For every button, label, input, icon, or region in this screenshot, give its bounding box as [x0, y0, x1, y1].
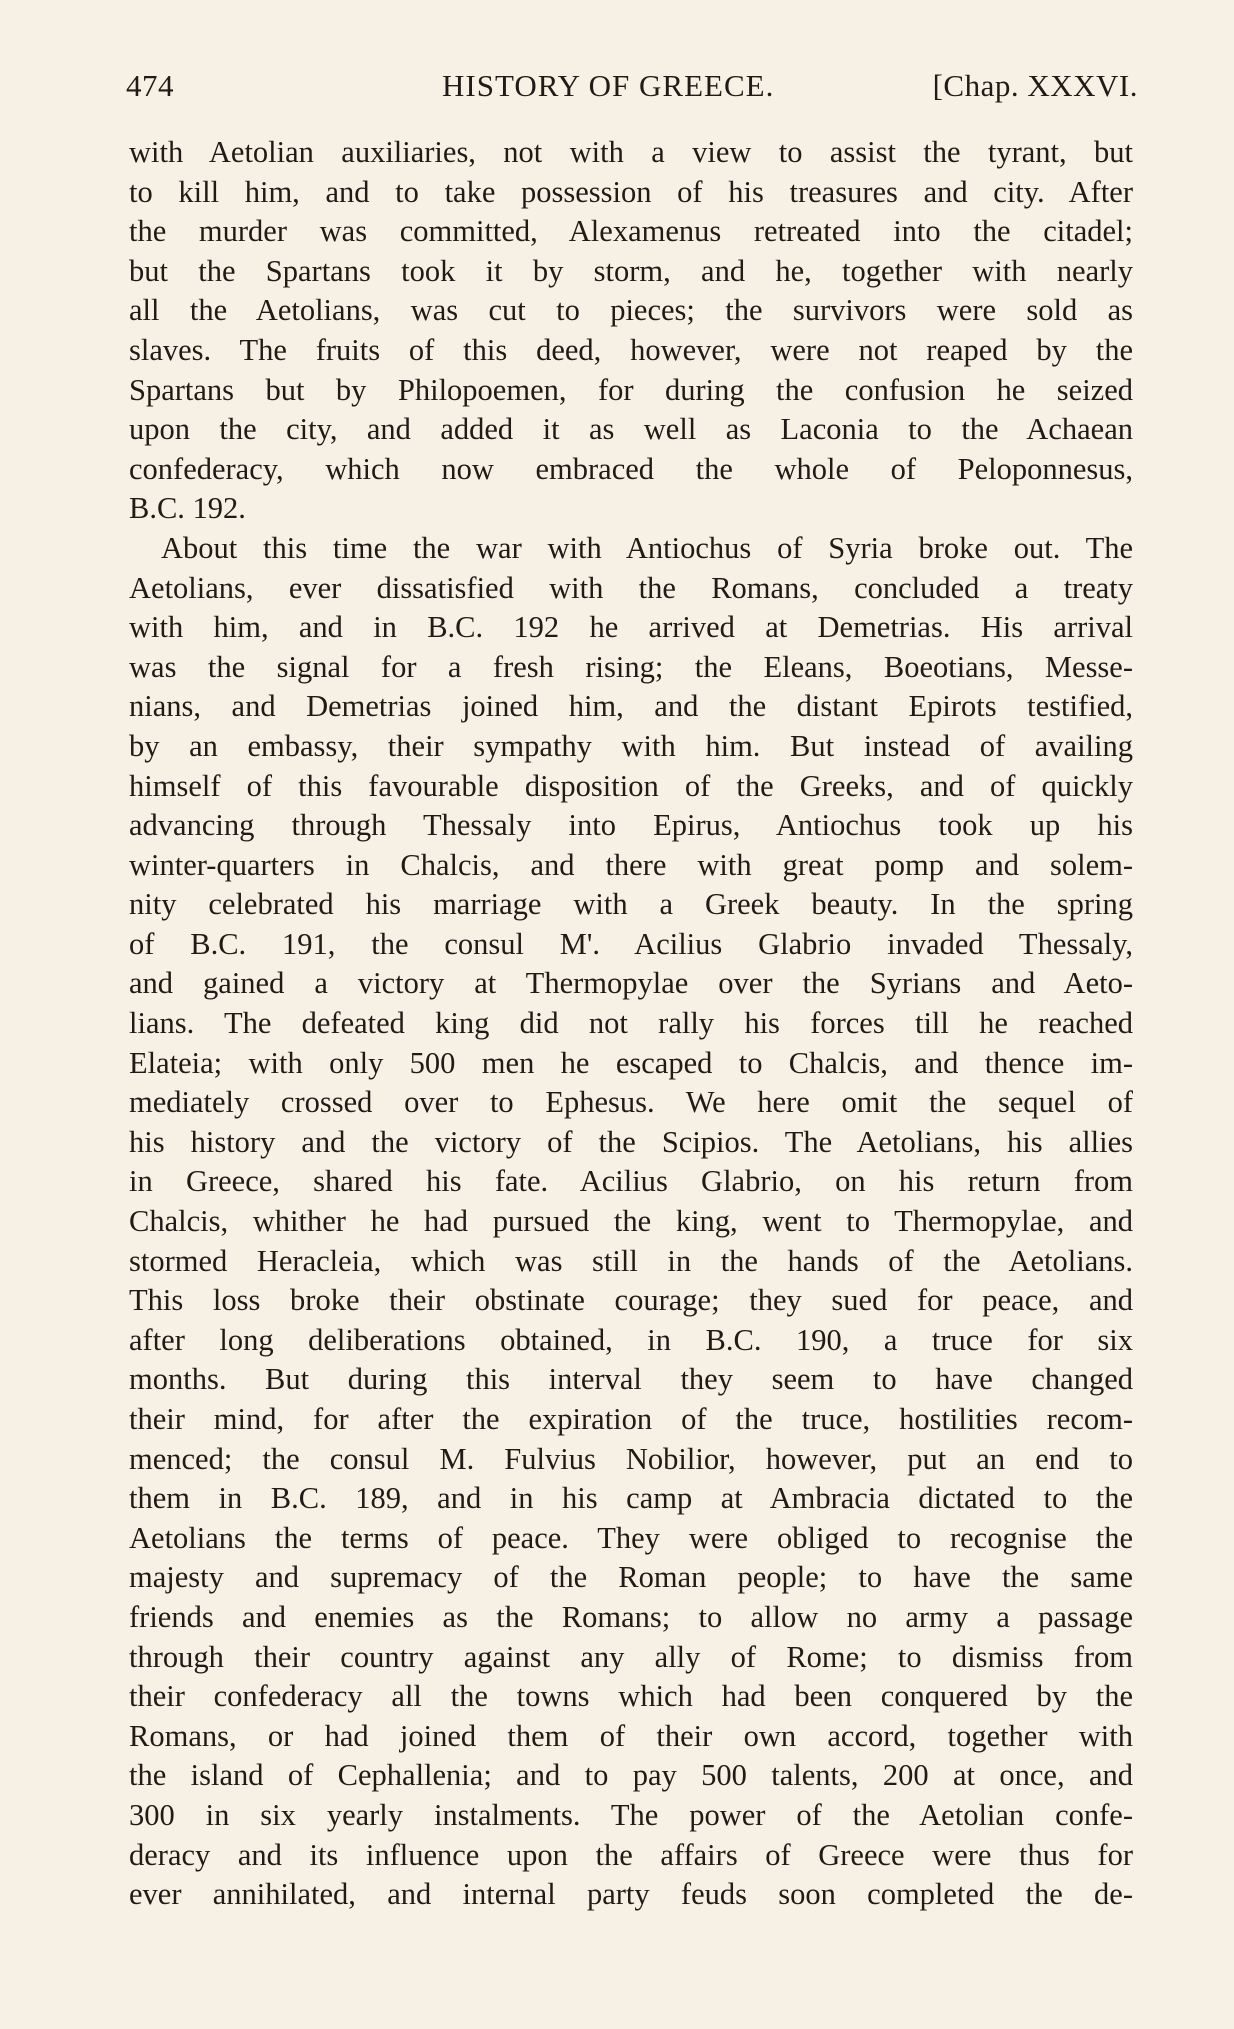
text-line: of B.C. 191, the consul M'. Acilius Glabrio invaded Thessaly, — [129, 926, 1133, 961]
text-line: winter-quarters in Chalcis, and there with great pomp and solem- — [129, 847, 1133, 882]
text-line: through their country against any ally of Rome; to dismiss from — [129, 1639, 1133, 1674]
text-line: them in B.C. 189, and in his camp at Ambracia dictated to the — [129, 1481, 1133, 1516]
text-line: This loss broke their obstinate courage; they sued for peace, and — [129, 1283, 1133, 1318]
text-line: months. But during this interval they seem to have changed — [129, 1362, 1133, 1397]
text-line: lians. The defeated king did not rally his forces till he reached — [129, 1006, 1133, 1041]
text-line: himself of this favourable disposition of the Greeks, and of quickly — [129, 768, 1133, 803]
text-line: friends and enemies as the Romans; to allow no army a passage — [129, 1599, 1133, 1634]
text-line: the island of Cephallenia; and to pay 500 talents, 200 at once, and — [129, 1758, 1133, 1793]
text-line: About this time the war with Antiochus of Syria broke out. The — [161, 530, 1133, 565]
text-line: confederacy, which now embraced the whole of Peloponnesus, — [129, 451, 1133, 486]
text-line: with him, and in B.C. 192 he arrived at Demetrias. His arrival — [129, 610, 1133, 645]
text-line: B.C. 192. — [129, 491, 246, 526]
text-line: mediately crossed over to Ephesus. We here omit the sequel of — [129, 1085, 1133, 1120]
text-line: Romans, or had joined them of their own accord, together with — [129, 1718, 1133, 1753]
text-line: was the signal for a fresh rising; the Eleans, Boeotians, Messe- — [129, 649, 1133, 684]
text-line: deracy and its influence upon the affairs of Greece were thus for — [129, 1837, 1133, 1872]
text-line: their confederacy all the towns which had been conquered by the — [129, 1679, 1133, 1714]
text-line: slaves. The fruits of this deed, however, were not reaped by the — [129, 332, 1133, 367]
text-line: menced; the consul M. Fulvius Nobilior, however, put an end to — [129, 1441, 1133, 1476]
text-line: stormed Heracleia, which was still in the hands of the Aetolians. — [129, 1243, 1133, 1278]
chapter-reference: [Chap. XXXVI. — [932, 68, 1138, 103]
text-line: upon the city, and added it as well as Laconia to the Achaean — [129, 412, 1133, 447]
text-line: their mind, for after the expiration of the truce, hostilities recom- — [129, 1402, 1133, 1436]
text-line: 300 in six yearly instalments. The power of the Aetolian confe- — [129, 1797, 1133, 1832]
text-line: advancing through Thessaly into Epirus, Antiochus took up his — [129, 808, 1133, 843]
text-line: Aetolians, ever dissatisfied with the Romans, concluded a treaty — [129, 570, 1133, 605]
text-line: and gained a victory at Thermopylae over the Syrians and Aeto- — [129, 966, 1133, 1001]
text-line: majesty and supremacy of the Roman people; to have the same — [129, 1560, 1133, 1595]
text-line: in Greece, shared his fate. Acilius Glabrio, on his return from — [129, 1164, 1133, 1199]
page-header — [126, 62, 1138, 114]
running-title: HISTORY OF GREECE. — [442, 68, 775, 103]
text-line: Aetolians the terms of peace. They were obliged to recognise the — [129, 1520, 1133, 1555]
text-line: Elateia; with only 500 men he escaped to Chalcis, and thence im- — [129, 1045, 1133, 1080]
text-line: to kill him, and to take possession of his treasures and city. After — [129, 174, 1133, 209]
text-line: with Aetolian auxiliaries, not with a view to assist the tyrant, but — [129, 135, 1133, 169]
text-line: his history and the victory of the Scipios. The Aetolians, his allies — [129, 1124, 1133, 1159]
text-line: after long deliberations obtained, in B.C. 190, a truce for six — [129, 1322, 1133, 1357]
text-line: by an embassy, their sympathy with him. But instead of availing — [129, 728, 1133, 763]
text-line: all the Aetolians, was cut to pieces; the survivors were sold as — [129, 293, 1133, 328]
body-text — [129, 133, 1133, 1915]
page-number: 474 — [126, 68, 174, 103]
text-line: Spartans but by Philopoemen, for during the confusion he seized — [129, 372, 1133, 407]
text-line: the murder was committed, Alexamenus retreated into the citadel; — [129, 214, 1133, 249]
text-line: Chalcis, whither he had pursued the king, went to Thermopylae, and — [129, 1204, 1133, 1239]
text-line: but the Spartans took it by storm, and he, together with nearly — [129, 253, 1133, 288]
text-line: ever annihilated, and internal party feuds soon completed the de- — [129, 1877, 1133, 1912]
text-line: nity celebrated his marriage with a Greek beauty. In the spring — [129, 887, 1133, 922]
text-line: nians, and Demetrias joined him, and the distant Epirots testified, — [129, 689, 1133, 724]
